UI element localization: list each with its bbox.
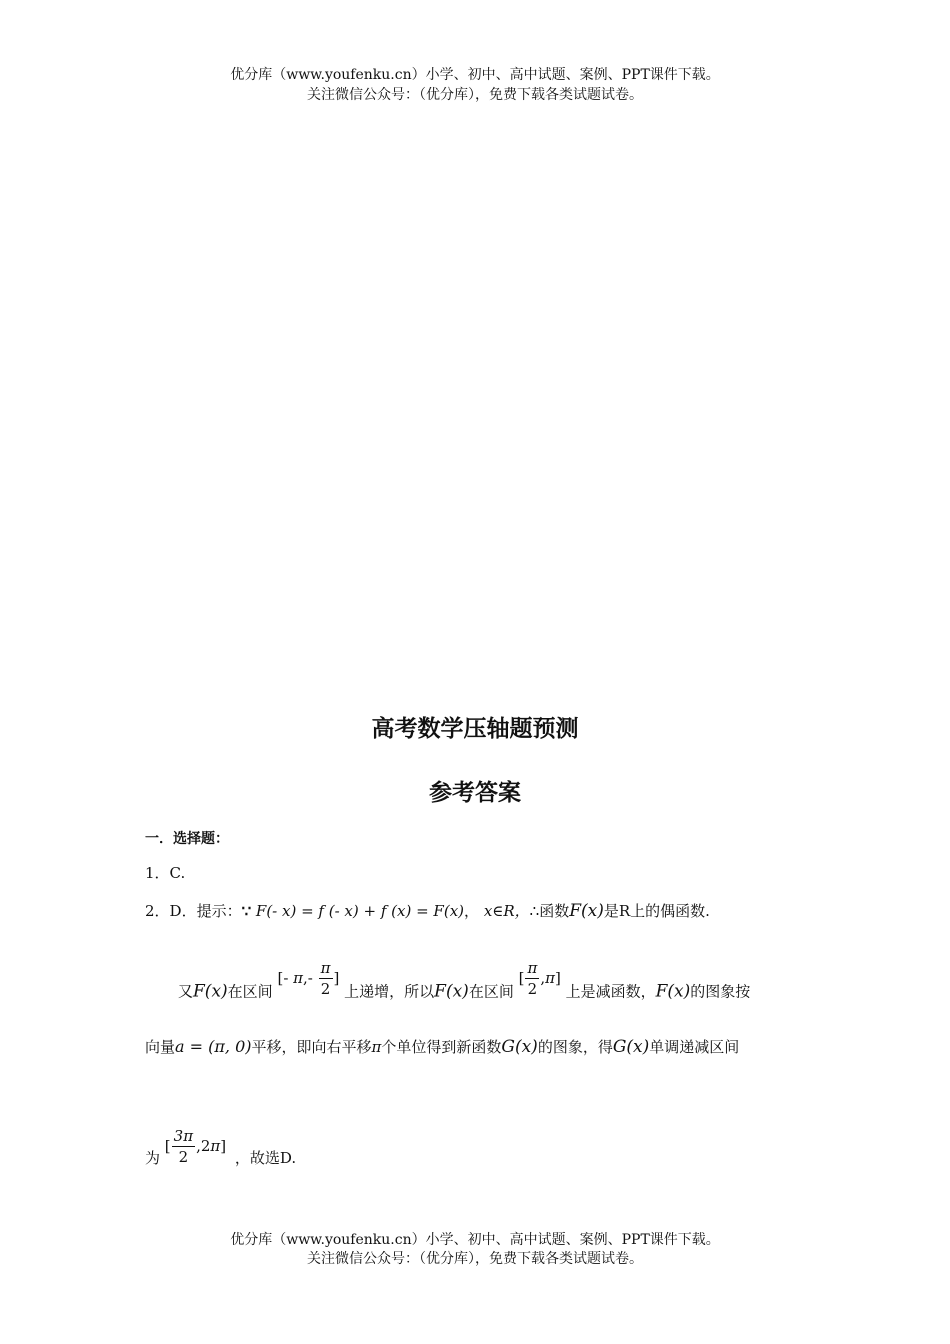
answer-2 bbox=[145, 900, 710, 921]
pi-symbol: π bbox=[371, 1038, 382, 1056]
text-function: 函数 bbox=[539, 902, 570, 920]
p3-t3: 个单位得到新函数 bbox=[381, 1038, 502, 1056]
section-heading: 一．选择题： bbox=[145, 831, 229, 847]
comma: ， bbox=[464, 902, 480, 920]
fx-2: F(x) bbox=[434, 981, 469, 1002]
paragraph-4 bbox=[145, 1126, 296, 1167]
vector-a: a = (π, 0) bbox=[175, 1037, 252, 1056]
footer-line-1: 优分库（www.youfenku.cn）小学、初中、高中试题、案例、PPT课件下载。 bbox=[230, 1232, 720, 1248]
interval-2: [ $\frac{\pi}{2}$ ,π] bbox=[518, 959, 561, 998]
p3-t4: 的图象，得 bbox=[537, 1038, 613, 1056]
p2-t1: 又 bbox=[178, 982, 194, 1001]
because-symbol: ∵ bbox=[241, 902, 252, 920]
text-even: 是R上的偶函数. bbox=[603, 902, 710, 920]
header-line-1: 优分库（www.youfenku.cn）小学、初中、高中试题、案例、PPT课件下载。 bbox=[230, 67, 720, 83]
answer-1: 1．C. bbox=[145, 864, 186, 882]
domain-expr: x∈R， bbox=[483, 902, 530, 920]
p2-t5: 上是减函数， bbox=[565, 982, 656, 1001]
p2-t6: 的图象按 bbox=[690, 982, 751, 1001]
p2-t3: 上递增，所以 bbox=[344, 982, 435, 1001]
therefore-symbol: ∴ bbox=[529, 902, 540, 920]
gx-1: G(x) bbox=[501, 1037, 538, 1057]
equation-even: F(- x) = f (- x) + f (x) = F(x) bbox=[255, 902, 465, 920]
gx-2: G(x) bbox=[612, 1037, 650, 1057]
p3-t5: 单调递减区间 bbox=[649, 1038, 740, 1056]
p4-t2: ，故选D. bbox=[234, 1148, 297, 1167]
p4-t1: 为 bbox=[145, 1148, 161, 1167]
footer-line-2: 关注微信公众号：（优分库），免费下载各类试题试卷。 bbox=[307, 1251, 643, 1267]
p3-t2: 平移，即向右平移 bbox=[251, 1038, 372, 1056]
paragraph-2 bbox=[178, 959, 751, 1013]
p3-t1: 向量 bbox=[145, 1038, 176, 1056]
fx-1: F(x) bbox=[193, 981, 228, 1002]
document-subtitle: 参考答案 bbox=[429, 779, 521, 806]
fx: F(x) bbox=[569, 901, 604, 921]
interval-3: [ $\frac{3\pi}{2}$ ,2π] bbox=[164, 1127, 227, 1166]
interval-1: [- π,- $\frac{\pi}{2}$ ] bbox=[277, 959, 340, 998]
answer-2-prefix: 2．D．提示： bbox=[145, 902, 242, 920]
document-title: 高考数学压轴题预测 bbox=[371, 715, 579, 742]
paragraph-3 bbox=[145, 1036, 739, 1057]
fx-3: F(x) bbox=[655, 981, 691, 1002]
p2-t2: 在区间 bbox=[227, 982, 273, 1001]
header-line-2: 关注微信公众号：（优分库），免费下载各类试题试卷。 bbox=[307, 87, 643, 103]
p2-t4: 在区间 bbox=[468, 982, 514, 1001]
